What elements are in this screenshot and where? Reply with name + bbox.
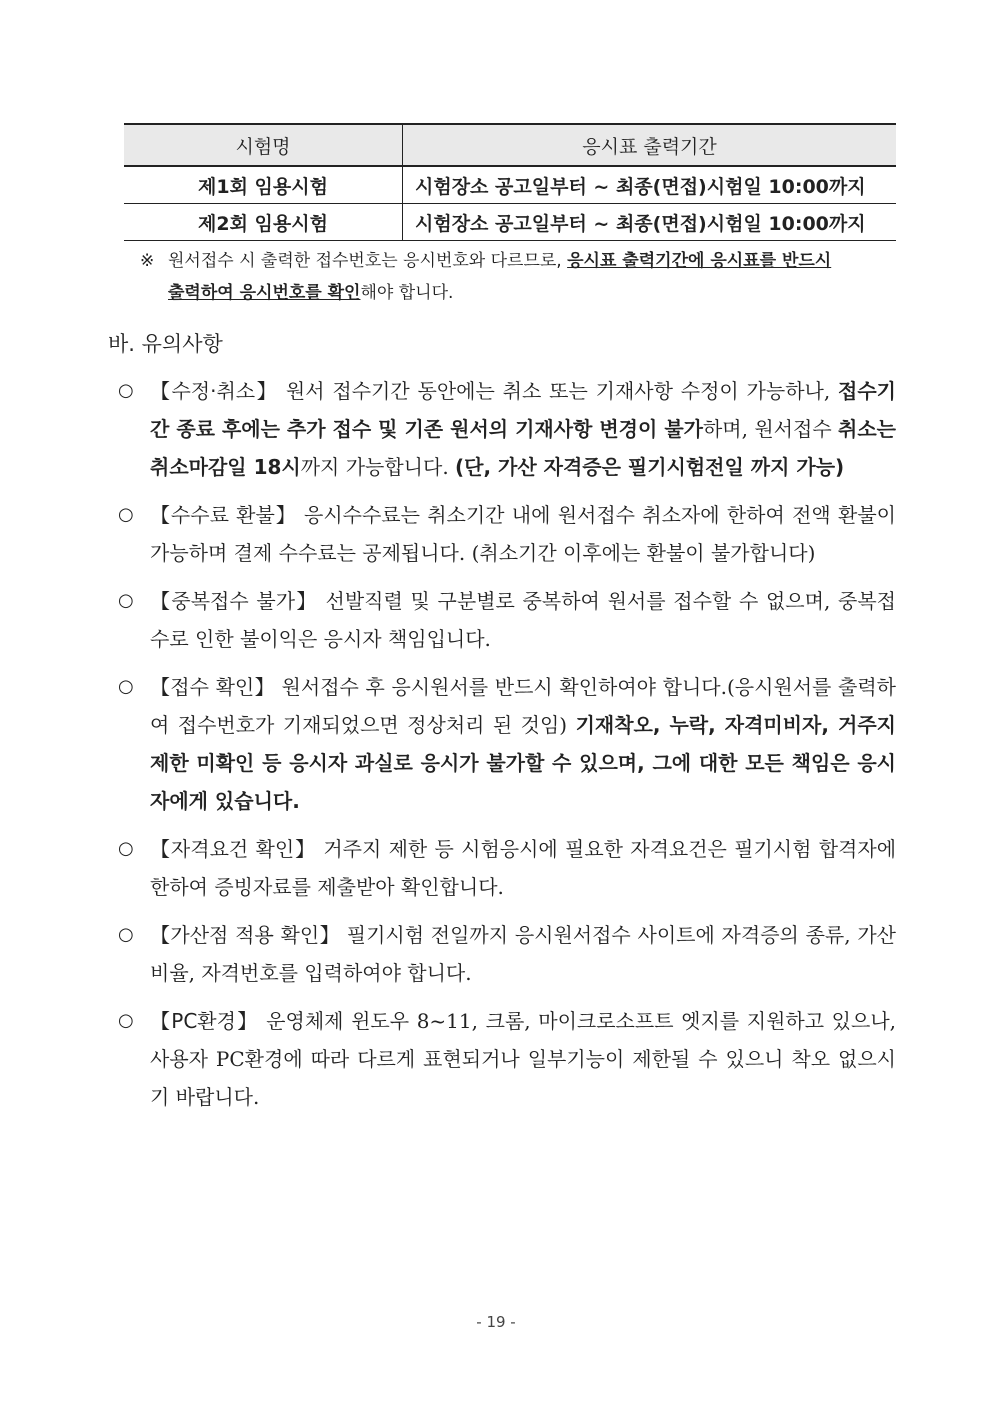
item-label: 【가산점 적용 확인】 xyxy=(150,923,340,947)
item-bold-text: 취소는 취소마감일 18시 xyxy=(150,417,896,479)
bullet-circle: ○ xyxy=(118,590,134,611)
item-text: 필기시험 전일까지 응시원서접수 사이트에 자격증의 종류, 가산비율, 자격번호를 입력하여야 합니다. xyxy=(150,923,896,985)
list-item xyxy=(116,668,896,820)
table-header-row xyxy=(124,124,896,166)
list-item xyxy=(116,1002,896,1116)
item-label: 【수수료 환불】 xyxy=(150,503,297,527)
item-text: 원서접수 후 응시원서를 반드시 확인하여야 합니다.(응시원서를 출력하여 접수번호가 기재되었으면 정상처리 된 것임) xyxy=(150,675,896,737)
table-row xyxy=(124,204,896,241)
list-item xyxy=(116,372,896,486)
item-bold-text: (단, 가산 자격증은 필기시험전일 까지 가능) xyxy=(455,455,845,479)
bullet-circle: ○ xyxy=(118,1010,134,1031)
bullet-circle: ○ xyxy=(118,504,134,525)
list-item xyxy=(116,830,896,906)
item-label: 【자격요건 확인】 xyxy=(150,837,317,861)
bullet-circle: ○ xyxy=(118,838,134,859)
exam-name-cell: 제2회 임용시험 xyxy=(124,204,403,241)
item-bold-text: 접수기간 종료 후에는 추가 접수 및 기존 원서의 기재사항 변경이 불가 xyxy=(150,379,896,441)
print-note xyxy=(140,245,896,309)
bullet-circle: ○ xyxy=(118,380,134,401)
item-text: 하며, 원서접수 xyxy=(702,417,839,441)
list-item xyxy=(116,916,896,992)
item-label: 【접수 확인】 xyxy=(150,675,275,699)
section-title: 바. 유의사항 xyxy=(108,332,223,356)
item-text: 운영체제 윈도우 8~11, 크롬, 마이크로소프트 엣지를 지원하고 있으나, 사용자 PC환경에 따라 다르게 표현되거나 일부기능이 제한될 수 있으니 착오 없으시기 바랍니다. xyxy=(150,1009,896,1109)
item-text: 원서 접수기간 동안에는 취소 또는 기재사항 수정이 가능하나, xyxy=(278,379,839,403)
note-text: 원서접수 시 출력한 접수번호는 응시번호와 다르므로, xyxy=(168,251,568,271)
list-item xyxy=(116,582,896,658)
item-text: 거주지 제한 등 시험응시에 필요한 자격요건은 필기시험 합격자에 한하여 증빙자료를 제출받아 확인합니다. xyxy=(150,837,897,899)
note-emphasis: 응시표 출력기간에 응시표를 반드시 xyxy=(567,251,832,271)
reference-mark: ※ xyxy=(140,251,155,271)
header-exam-name: 시험명 xyxy=(124,124,403,166)
table-row xyxy=(124,166,896,204)
page-number: - 19 - xyxy=(476,1313,516,1331)
item-text: 응시수수료는 취소기간 내에 원서접수 취소자에 한하여 전액 환불이 가능하며 결제 수수료는 공제됩니다. (취소기간 이후에는 환불이 불가합니다) xyxy=(150,503,896,565)
header-print-period: 응시표 출력기간 xyxy=(403,124,897,166)
print-period-cell: 시험장소 공고일부터 ~ 최종(면접)시험일 10:00까지 xyxy=(403,204,897,241)
print-period-table xyxy=(124,123,896,241)
print-period-cell: 시험장소 공고일부터 ~ 최종(면접)시험일 10:00까지 xyxy=(403,166,897,204)
item-text: 선발직렬 및 구분별로 중복하여 원서를 접수할 수 없으며, 중복접수로 인한 불이익은 응시자 책임입니다. xyxy=(150,589,896,651)
exam-name-cell: 제1회 임용시험 xyxy=(124,166,403,204)
list-item xyxy=(116,496,896,572)
notice-list xyxy=(116,372,896,1126)
bullet-circle: ○ xyxy=(118,676,134,697)
item-label: 【중복접수 불가】 xyxy=(150,589,318,613)
note-emphasis: 출력하여 응시번호를 확인 xyxy=(168,283,361,303)
item-label: 【수정·취소】 xyxy=(150,379,279,403)
item-bold-text: 기재착오, 누락, 자격미비자, 거주지 제한 미확인 등 응시자 과실로 응시가 불가할 수 있으며, 그에 대한 모든 책임은 응시자에게 있습니다. xyxy=(150,713,896,813)
item-text: 까지 가능합니다. xyxy=(300,455,456,479)
bullet-circle: ○ xyxy=(118,924,134,945)
note-text: 해야 합니다. xyxy=(360,283,454,303)
item-label: 【PC환경】 xyxy=(150,1009,259,1033)
